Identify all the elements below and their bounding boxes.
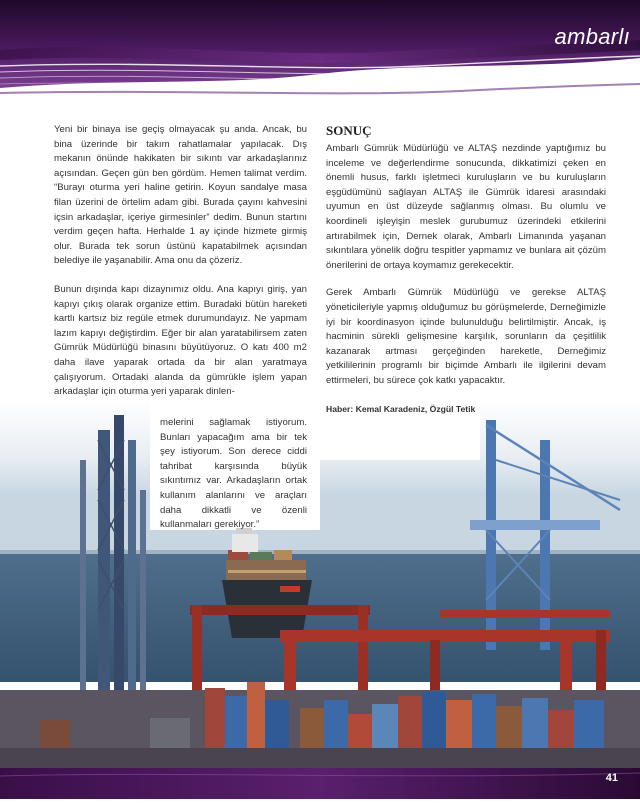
container-stacks (0, 682, 640, 770)
port-illustration (0, 400, 640, 770)
left-paragraph-2: Bunun dışında kapı dizaynımız oldu. Ana kapıyı giriş, yan kapıyı çıkış olarak organize ettim. Buradaki bütün hareketi kartlı kartsız biz regüle etmek durumundayız. Ne yapmam lazım kapıyı değiştirdim. Eğer bir alan yaratabilirsem zaten Gümrük Müdürlüğü binasını büyütüyoruz. O katı 400 m2 daha ilave yaparak ortada da bir alan yaratmaya çalışıyorum. Ortadaki alanda da gümrükle işlem yapan arkadaşlar için oturma yeri yaparak dinlen- (54, 283, 307, 398)
header-banner (0, 0, 640, 108)
header-wave-graphic (0, 0, 640, 108)
left-paragraph-2-continuation: melerini sağlamak istiyorum. Bunları yapacağım ama bir tek şey istiyorum. Son derece ciddi tahribat karşısında büyük sıkıntımız var. Arkadaşların ortak kullanım alanlarını ve araçları daha dikkatli ve özenli kullanmaları gerekiyor.” (160, 417, 307, 531)
left-column (54, 123, 307, 400)
page-number: 41 (605, 772, 618, 784)
conclusion-heading: SONUÇ (326, 123, 372, 138)
port-photo (0, 400, 640, 770)
footer-band (0, 768, 640, 799)
byline: Haber: Kemal Karadeniz, Özgül Tetik (326, 403, 476, 414)
right-paragraph-1: Ambarlı Gümrük Müdürlüğü ve ALTAŞ nezdinde yaptığımız bu inceleme ve değerlendirme sonucunda, dikkatimizi çeken en önemli husus, farklı işletmeci kuruluşların ve bu kuruluşların eşgüdümünü sağlayan ALTAŞ ile Gümrük idaresi arasındaki uyumun en üst düzeyde sağlanmış olması. Bu olumlu ve koordineli işleyişin meslek gurubumuz üzerindeki etkilerini artırabilmek için, Dernek olarak, Ambarlı Limanında yaşanan sıkıntılara yönelik doğru tespitler yapmamız ve bunlara ait çözüm önerilerini de ortaya koymamız gerekecektir. (326, 143, 606, 271)
footer-wave-graphic (0, 768, 640, 799)
left-paragraph-1: Yeni bir binaya ise geçiş olmayacak şu anda. Ancak, bu bina üzerinde bir takım rahatlamalar yapılacak. Dış mekanın önünde hakikaten bir sıkıntı var arkadaşlarınız açısından. Geçen gün ben gördüm. Hemen talimat verdim. “Burayı oturma yeri haline getirin. Koyun sandalye masa filan üzerini de örtelim adam gibi. Burada çayını kahvesini içsin arkadaşlar, içeriye girmesinler” dedim. Bunun startını verdim geçen hafta. Herhalde 1 ay içinde hizmete girmiş olur. Burada tek sorun üstünü kapatabilmek açısından belediye ile yaşanabilir. Ama onu da çözeriz. (54, 124, 307, 267)
section-title: ambarlı (554, 24, 630, 49)
right-paragraph-2: Gerek Ambarlı Gümrük Müdürlüğü ve gerekse ALTAŞ yöneticileriyle yapmış olduğumuz bu görüşmelerde, Derneğimizle iyi bir koordinasyon içinde bulunulduğu belirtilmiştir. Ancak, iş hacminin sürekli gelişmesine karşılık, sorunların da çeşitlilik kazanarak artması gerçeğinden hareketle, Derneğimiz yetkililerinin programlı bir biçimde Ambarlı ile ilgilerini devam ettirmeleri, bu sürece çok katkı yapacaktır. (326, 287, 606, 386)
right-column (326, 123, 606, 416)
